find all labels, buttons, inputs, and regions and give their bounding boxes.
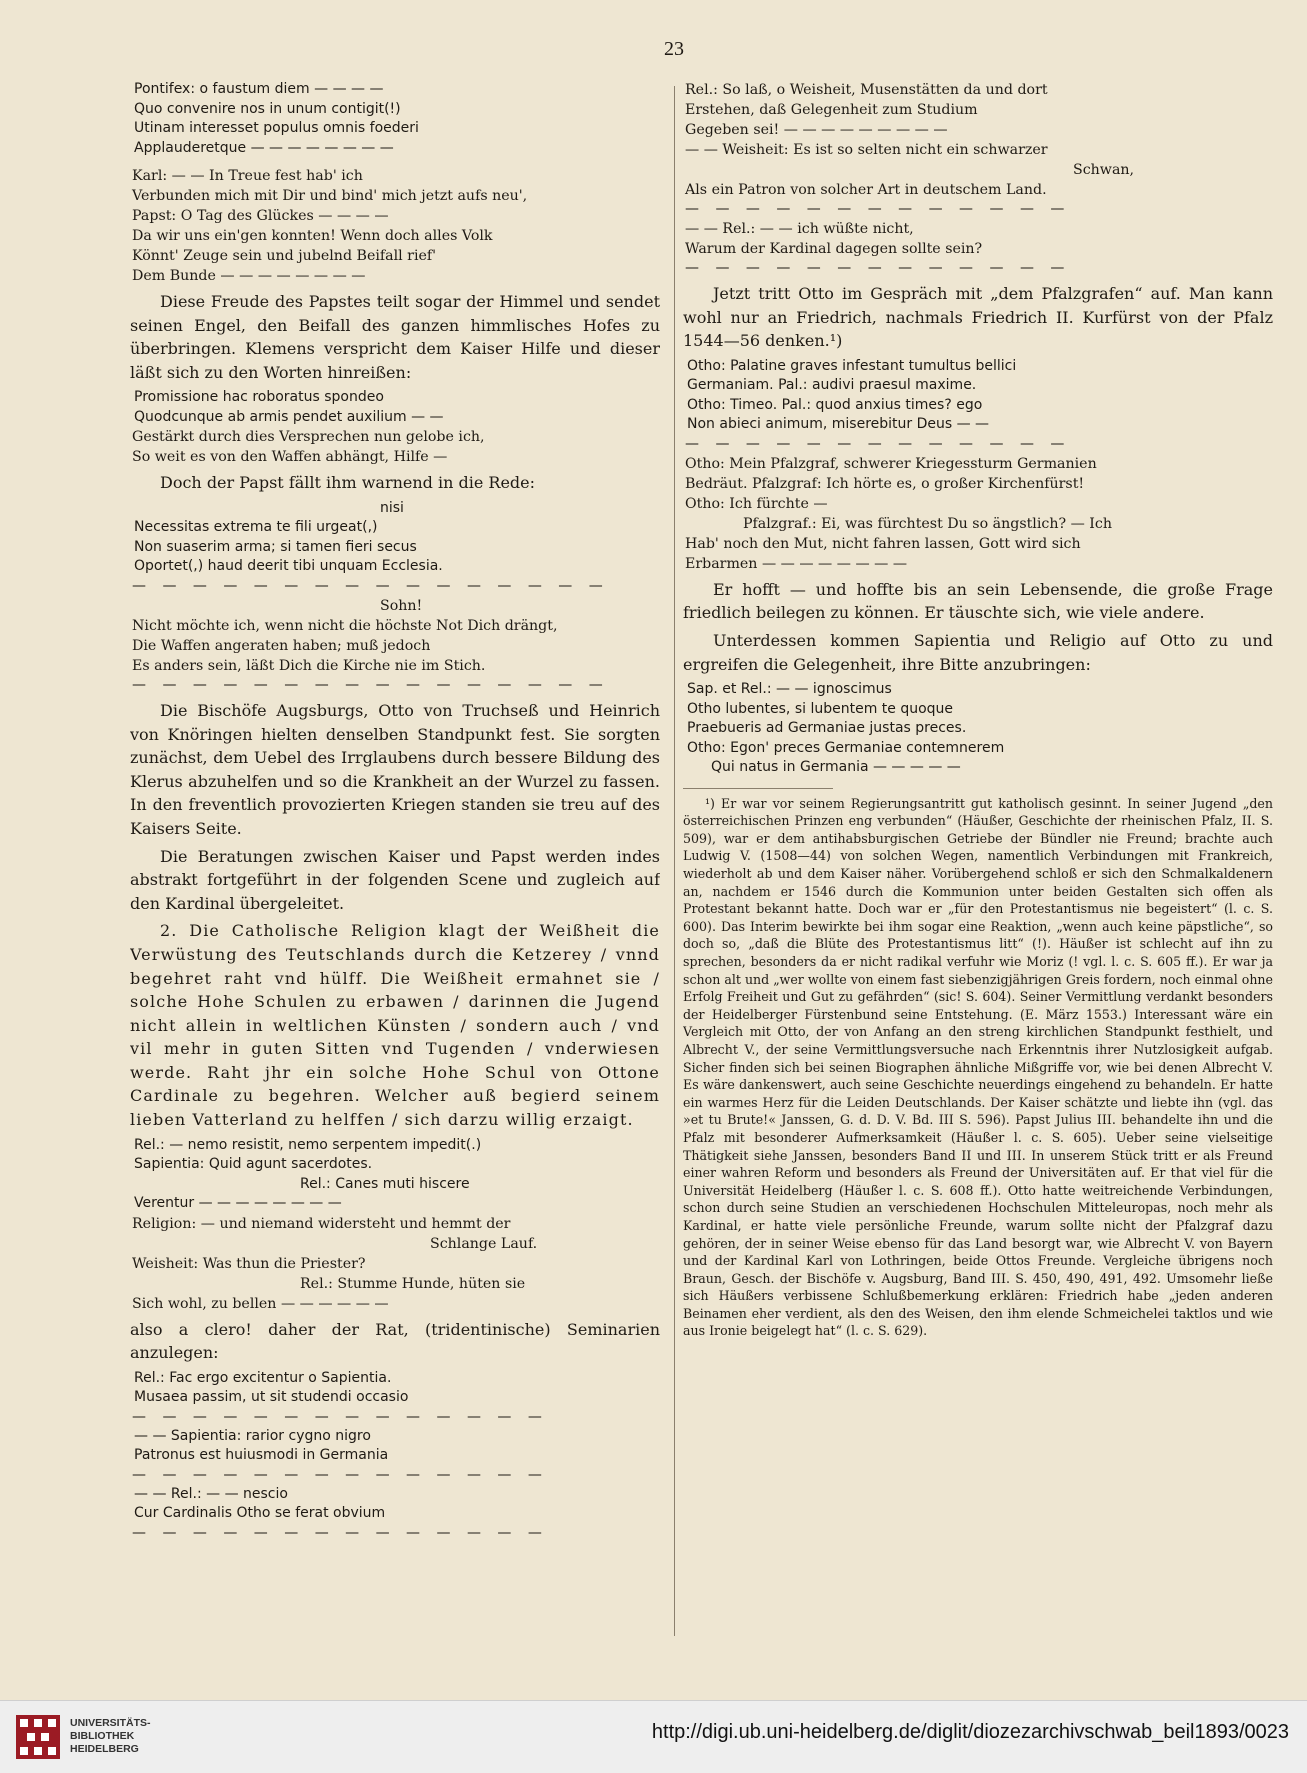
verse-line: Pontifex: o faustum diem — — — — (134, 81, 384, 97)
verse-line: Necessitas extrema te fili urgeat(,) (134, 519, 378, 536)
verse-line: Da wir uns ein'gen konnten! Wenn doch alles Volk (132, 228, 493, 244)
verse-line: Otho: Timeo. Pal.: quod anxius times? ego (687, 396, 983, 413)
verse-line: Otho: Egon' preces Germaniae contemnerem (687, 739, 1005, 756)
verse-line: Bedräut. Pfalzgraf: Ich hörte es, o großer Kirchenfürst! (685, 475, 1085, 492)
verse-line: — — Weisheit: Es ist so selten nicht ein schwarzer (685, 142, 1048, 158)
verse-line: Rel.: Fac ergo excitentur o Sapientia. (134, 1369, 392, 1386)
verse-line: Promissione hac roboratus spondeo (134, 389, 384, 406)
dash-line: — — — — — — — — — — — — — (685, 201, 1071, 217)
verse-line: Nicht möchte ich, wenn nicht die höchste Not Dich drängt, (132, 617, 558, 634)
verse-line: Otho: Palatine graves infestant tumultus bellici (687, 357, 1017, 374)
verse-line: Qui natus in Germania — — — — — (711, 759, 961, 776)
verse-line: Germaniam. Pal.: audivi praesul maxime. (687, 377, 977, 394)
library-name: UNIVERSITÄTS- BIBLIOTHEK HEIDELBERG (70, 1717, 151, 1755)
dash-line: — — — — — — — — — — — — — — — — (132, 577, 609, 594)
verse-line: — — Rel.: — — ich wüßte nicht, (685, 221, 914, 237)
verse-line: Hab' noch den Mut, nicht fahren lassen, Gott wird sich (685, 535, 1081, 552)
footer-bar (0, 1700, 1307, 1773)
paragraph: Unterdessen kommen Sapientia und Religio auf Otto zu und ergreifen die Gelegenheit, ihre Bitte anzubringen: (683, 630, 1273, 674)
verse-line: Papst: O Tag des Glückes — — — — (132, 208, 389, 224)
verse-line: Weisheit: Was thun die Priester? (132, 1255, 366, 1272)
verse-line: Rel.: So laß, o Weisheit, Musenstätten da und dort (685, 82, 1048, 98)
footnote-rule (683, 788, 833, 789)
verse-line: Applauderetque — — — — — — — — (134, 139, 394, 156)
verse-line: Otho: Ich fürchte — (685, 495, 828, 512)
verse-line: Verentur — — — — — — — — (134, 1195, 342, 1212)
verse-line: Musaea passim, ut sit studendi occasio (134, 1389, 409, 1406)
dash-line: — — — — — — — — — — — — — (685, 435, 1071, 452)
dash-line: — — — — — — — — — — — — — (685, 260, 1071, 276)
verse-line: So weit es von den Waffen abhängt, Hilfe — (132, 449, 448, 466)
left-column (130, 80, 660, 1543)
verse-line: Pfalzgraf.: Ei, was fürchtest Du so ängstlich? — Ich (743, 515, 1112, 532)
verse-line: Als ein Patron von solcher Art in deutschem Land. (685, 182, 1047, 198)
verse-line: Die Waffen angeraten haben; muß jedoch (132, 637, 431, 654)
source-url[interactable]: http://digi.ub.uni-heidelberg.de/diglit/diozezarchivschwab_beil1893/0023 (651, 1721, 1289, 1743)
verse-line: Patronus est huiusmodi in Germania (134, 1447, 389, 1464)
verse-line: Otho lubentes, si lubentem te quoque (687, 700, 954, 717)
column-divider (674, 86, 675, 1636)
dash-line: — — — — — — — — — — — — — — (132, 1466, 548, 1483)
verse-line: Oportet(,) haud deerit tibi unquam Ecclesia. (134, 558, 443, 575)
verse-line: Quodcunque ab armis pendet auxilium — — (134, 408, 444, 425)
verse-line: Karl: — — In Treue fest hab' ich (132, 168, 363, 184)
verse-line: Rel.: — nemo resistit, nemo serpentem impedit(.) (134, 1136, 482, 1153)
verse-line: Utinam interesset populus omnis foederi (134, 120, 419, 136)
verse-line: Könnt' Zeuge sein und jubelnd Beifall rief' (132, 248, 437, 264)
verse-line: — — Sapientia: rarior cygno nigro (134, 1427, 371, 1444)
verse-line: Rel.: Stumme Hunde, hüten sie (300, 1275, 526, 1292)
verse-line: Erbarmen — — — — — — — — (685, 555, 908, 572)
verse-line: Es anders sein, läßt Dich die Kirche nie im Stich. (132, 657, 486, 674)
verse-line: Rel.: Canes muti hiscere (300, 1175, 470, 1192)
verse-line: Praebueris ad Germaniae justas preces. (687, 720, 967, 737)
verse-line: Sich wohl, zu bellen — — — — — — (132, 1295, 389, 1312)
right-column (683, 80, 1273, 1340)
verse-line: Erstehen, daß Gelegenheit zum Studium (685, 102, 978, 118)
verse-line: Religion: — und niemand widersteht und hemmt der (132, 1215, 511, 1232)
verse-line: Sapientia: Quid agunt sacerdotes. (134, 1156, 373, 1173)
paragraph: 2. Die Catholische Religion klagt der Weißheit die Verwüstung des Teutschlands durch die Ketzerey / vnnd begehret raht vnd hülff. Die Weißheit ermahnet sie / solche Hohe Schulen zu erbawen / darinnen die Jugend nicht allein in weltlichen Künsten / sondern auch / vnd vil mehr in guten Sitten vnd Tugenden / vnderwiesen werde. Raht jhr ein solche Hohe Schul von Ottone Cardinale zu begehren. Welcher auß begierd seinem lieben Vatterland zu helffen / sich darzu willig erzaigt. (130, 921, 660, 1130)
verse-line: — — Rel.: — — nescio (134, 1485, 288, 1502)
verse-line: Cur Cardinalis Otho se ferat obvium (134, 1505, 386, 1522)
paragraph: Diese Freude des Papstes teilt sogar der Himmel und sendet seinen Engel, den Beifall des ganzen himmlisches Hofes zu überbringen. Klemens verspricht dem Kaiser Hilfe und dieser läßt sich zu den Worten hinreißen: (130, 292, 660, 382)
verse-line: Non abieci animum, miserebitur Deus — — (687, 416, 990, 433)
verse-line: nisi (380, 499, 404, 516)
verse-line: Otho: Mein Pfalzgraf, schwerer Kriegessturm Germanien (685, 455, 1097, 472)
paragraph: Er hofft — und hoffte bis an sein Lebensende, die große Frage friedlich beilegen zu können. Er täuschte sich, wie viele andere. (683, 579, 1273, 623)
paragraph: Die Beratungen zwischen Kaiser und Papst werden indes abstrakt fortgeführt in der folgenden Scene und zugleich auf den Kardinal übergeleitet. (130, 846, 660, 913)
verse-line: Sap. et Rel.: — — ignoscimus (687, 681, 892, 698)
verse-line: Dem Bunde — — — — — — — — (132, 268, 366, 284)
dash-line: — — — — — — — — — — — — — — (132, 1524, 548, 1541)
verse-line: Schlange Lauf. (430, 1235, 538, 1252)
dash-line: — — — — — — — — — — — — — — — — (132, 676, 609, 693)
verse-line: Gestärkt durch dies Versprechen nun gelobe ich, (132, 429, 485, 446)
verse-line: Warum der Kardinal dagegen sollte sein? (685, 241, 983, 257)
verse-line: Gegeben sei! — — — — — — — — — (685, 122, 948, 138)
paragraph: also a clero! daher der Rat, (tridentinische) Seminarien anzulegen: (130, 1319, 660, 1363)
verse-line: Verbunden mich mit Dir und bind' mich jetzt aufs neu', (132, 188, 528, 204)
dash-line: — — — — — — — — — — — — — — (132, 1408, 548, 1425)
verse-line: Sohn! (380, 597, 423, 614)
paragraph: Doch der Papst fällt ihm warnend in die Rede: (160, 473, 536, 493)
paragraph: Die Bischöfe Augsburgs, Otto von Truchseß und Heinrich von Knöringen hielten denselben Standpunkt fest. Sie sorgten zunächst, dem Uebel des Irrglaubens durch bessere Bildung des Klerus abzuhelfen und so die Krankheit an der Wurzel zu fassen. In den freventlich provozierten Kriegen standen sie treu auf des Kaisers Seite. (130, 700, 660, 838)
verse-line: Non suaserim arma; si tamen fieri secus (134, 538, 417, 555)
paragraph: Jetzt tritt Otto im Gespräch mit „dem Pfalzgrafen“ auf. Man kann wohl nur an Friedrich, nachmals Friedrich II. Kurfürst von der Pfalz 1544—56 denken.¹) (683, 284, 1273, 351)
footnote: ¹) Er war vor seinem Regierungsantritt gut katholisch gesinnt. In seiner Jugend „den österreichischen Prinzen eng verbunden“ (Häußer, Geschichte der rheinischen Pfalz, II. S. 509), war er dem antihabsburgischen Getriebe der Bündler nie Freund; brachte auch Ludwig V. (1508—44) von solchen Wegen, namentlich Verbindungen mit Frankreich, wiederholt ab und dem Kaiser näher. Vorübergehend schloß er sich den Schmalkaldenern an, nachdem er 1546 durch die Kommunion unter beiden Gestalten sich offen als Protestant bekannt hatte. Doch war er „für den Protestantismus nie begeistert“ (l. c. S. 600). Das Interim bewirkte bei ihm sogar eine Reaktion, „wenn auch keine päpstliche“, so doch so, „daß die Blüte des Protestantismus litt“ (!). Häußer ist schlecht auf ihn zu sprechen, besonders da er nicht radikal verfuhr wie Moriz (! vgl. l. c. S. 605 ff.). Er war ja schon alt und „wer wollte von einem fast siebenzigjährigen Greis fordern, noch einmal ohne Erfolg Freiheit und Gut zu gefährden“ (sic! S. 604). Seiner Vermittlung verdankt besonders der Heidelberger Fürstenbund seine Entstehung. (E. März 1553.) Interessant wäre ein Vergleich mit Otto, der von Anfang an den streng kirchlichen Standpunkt festhielt, und Albrecht V., der seine Vermittlungsversuche nach Erkenntnis ihrer Nutzlosigkeit aufgab. Sicher finden sich bei seinen Biographen ähnliche Mißgriffe vor, wie bei denen Albrecht V. Es wäre dankenswert, auch seine Geschichte neuerdings eingehend zu behandeln. Er hatte ein warmes Herz für die Leiden Deutschlands. Der Kaiser schätzte und liebte ihn (vgl. das »et tu Brute!« Janssen, G. d. D. V. Bd. III S. 596). Papst Julius III. behandelte ihn und die Pfalz mit besonderer Aufmerksamkeit (Häußer l. c. S. 605). Ueber seine vielseitige Thätigkeit siehe Janssen, besonders Band II und III. In unserem Stück tritt er als Freund einer wahren Reform und besonders als Freund der Universitäten auf. Er that viel für die Universität Heidelberg (Häußer l. c. S. 608 ff.). Otto hatte weitreichende Verbindungen, schon durch seine Studien an verschiedenen Hochschulen Mitteleuropas, noch mehr als Kardinal, er hatte viele persönliche Freunde, warum sollte nicht der Pfalzgraf dazu gehören, der in seiner Weise ebenso für das Land besorgt war, wie Albrecht V. von Bayern und der Kardinal Karl von Lothringen, beide Ottos Freunde. Vergleiche übrigens noch Braun, Gesch. der Bischöfe v. Augsburg, Band III. S. 450, 490, 491, 492. Umsomehr ließe sich Häußers verbissene Schlußbemerkung erklären: Friedrich habe „jeden anderen Beinamen eher verdient, als den des Weisen, den ihm elende Schmeichelei taktlos und wie aus Ironie beigelegt hat“ (l. c. S. 629). (683, 795, 1273, 1339)
page-number: 23 (664, 38, 684, 60)
library-logo-icon (16, 1715, 60, 1759)
verse-line: Schwan, (1073, 162, 1135, 178)
verse-line: Quo convenire nos in unum contigit(!) (134, 100, 401, 117)
